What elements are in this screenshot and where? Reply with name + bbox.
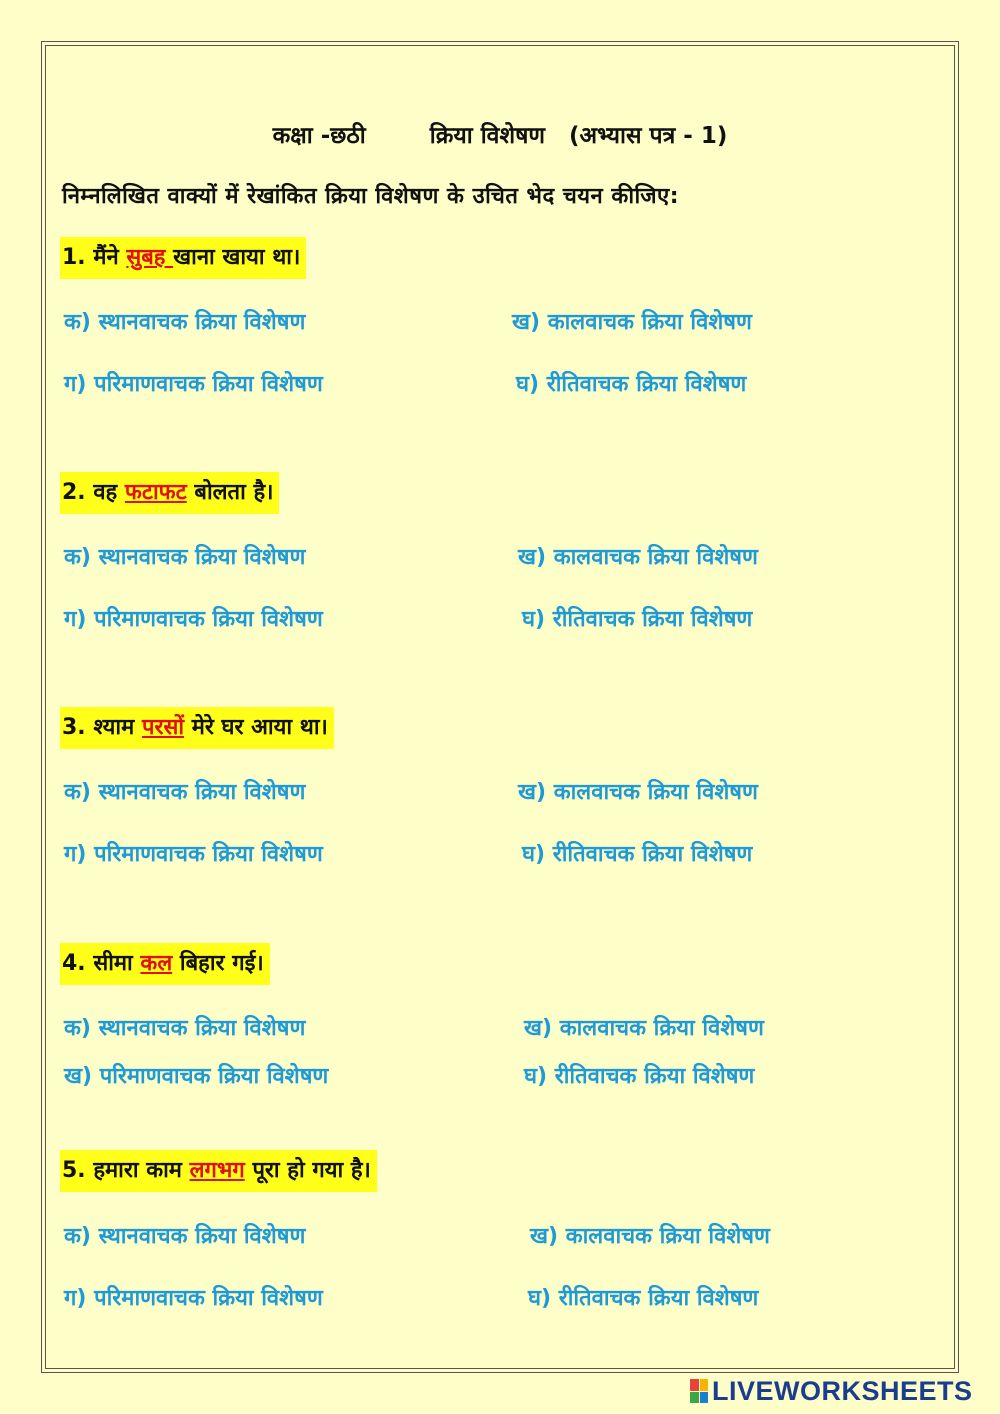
question-3 — [60, 707, 334, 749]
question-5-option-kha[interactable]: ख) कालवाचक क्रिया विशेषण — [530, 1224, 770, 1249]
question-2-prefix: 2. वह — [62, 480, 125, 505]
question-2 — [60, 472, 279, 514]
question-4-suffix: बिहार गई। — [172, 951, 264, 976]
question-4 — [60, 943, 270, 985]
question-3-prefix: 3. श्याम — [62, 715, 142, 740]
question-4-option-kha[interactable]: ख) कालवाचक क्रिया विशेषण — [524, 1016, 764, 1041]
question-5-underlined-word: लगभग — [189, 1158, 245, 1183]
question-4-option-ka[interactable]: क) स्थानवाचक क्रिया विशेषण — [64, 1016, 306, 1041]
question-3-option-ga[interactable]: ग) परिमाणवाचक क्रिया विशेषण — [64, 842, 323, 867]
question-2-option-ga[interactable]: ग) परिमाणवाचक क्रिया विशेषण — [64, 607, 323, 632]
question-4-option-kha-2[interactable]: ख) परिमाणवाचक क्रिया विशेषण — [64, 1064, 329, 1089]
question-4-option-gha[interactable]: घ) रीतिवाचक क्रिया विशेषण — [524, 1064, 755, 1089]
question-1 — [60, 237, 306, 279]
instruction-text: निम्नलिखित वाक्यों में रेखांकित क्रिया विशेषण के उचित भेद चयन कीजिए: — [62, 184, 680, 209]
question-5 — [60, 1150, 377, 1192]
question-5-option-ka[interactable]: क) स्थानवाचक क्रिया विशेषण — [64, 1224, 306, 1249]
liveworksheets-logo — [690, 1376, 973, 1406]
question-1-option-ga[interactable]: ग) परिमाणवाचक क्रिया विशेषण — [64, 372, 323, 397]
question-2-option-ka[interactable]: क) स्थानवाचक क्रिया विशेषण — [64, 545, 306, 570]
question-1-option-gha[interactable]: घ) रीतिवाचक क्रिया विशेषण — [516, 372, 747, 397]
question-1-option-kha[interactable]: ख) कालवाचक क्रिया विशेषण — [512, 310, 752, 335]
liveworksheets-logo-icon — [690, 1379, 708, 1403]
question-3-underlined-word: परसों — [141, 715, 185, 740]
question-3-option-kha[interactable]: ख) कालवाचक क्रिया विशेषण — [518, 780, 758, 805]
question-2-option-kha[interactable]: ख) कालवाचक क्रिया विशेषण — [518, 545, 758, 570]
question-2-underlined-word: फटाफट — [124, 480, 187, 505]
question-1-underlined-word: सुबह — [126, 245, 174, 270]
worksheet-title: कक्षा -छठी क्रिया विशेषण (अभ्यास पत्र - 1) — [272, 123, 728, 149]
question-5-prefix: 5. हमारा काम — [62, 1158, 190, 1183]
question-3-suffix: मेरे घर आया था। — [184, 715, 328, 740]
question-5-suffix: पूरा हो गया है। — [244, 1158, 371, 1183]
liveworksheets-logo-text: LIVEWORKSHEETS — [712, 1375, 973, 1406]
question-5-option-ga[interactable]: ग) परिमाणवाचक क्रिया विशेषण — [64, 1286, 323, 1311]
question-1-option-ka[interactable]: क) स्थानवाचक क्रिया विशेषण — [64, 310, 306, 335]
question-5-option-gha[interactable]: घ) रीतिवाचक क्रिया विशेषण — [528, 1286, 759, 1311]
question-1-prefix: 1. मैंने — [62, 245, 127, 270]
question-4-prefix: 4. सीमा — [62, 951, 141, 976]
question-3-option-gha[interactable]: घ) रीतिवाचक क्रिया विशेषण — [522, 842, 753, 867]
question-3-option-ka[interactable]: क) स्थानवाचक क्रिया विशेषण — [64, 780, 306, 805]
question-2-suffix: बोलता है। — [186, 480, 274, 505]
question-4-underlined-word: कल — [140, 951, 173, 976]
question-2-option-gha[interactable]: घ) रीतिवाचक क्रिया विशेषण — [522, 607, 753, 632]
question-1-suffix: खाना खाया था। — [173, 245, 301, 270]
